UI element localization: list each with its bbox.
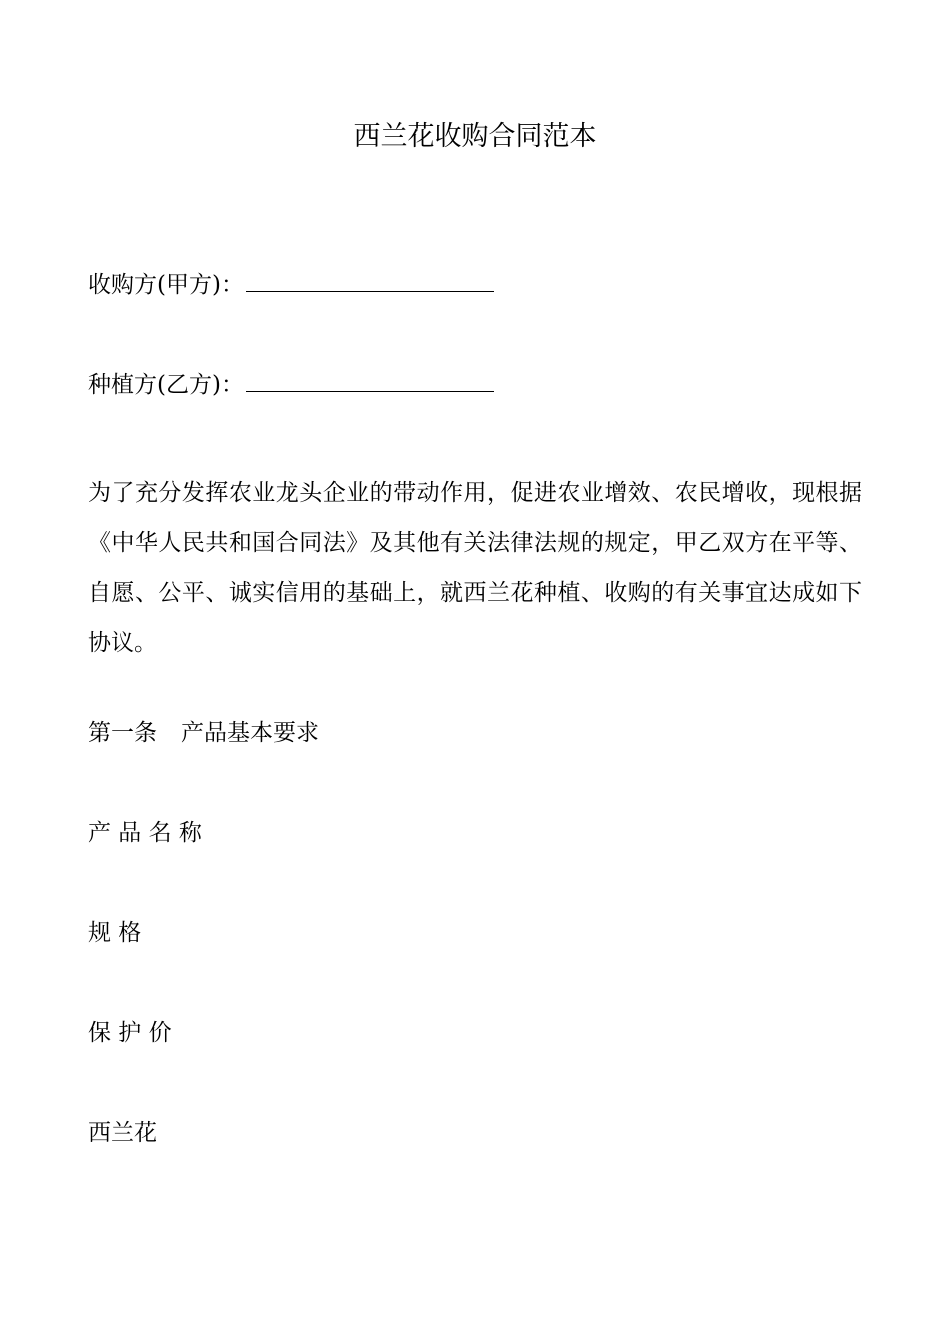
party-a-blank <box>246 269 494 292</box>
field-product-name: 产 品 名 称 <box>88 820 202 846</box>
party-a-label: 收购方(甲方)： <box>88 272 244 298</box>
party-a-line <box>88 268 494 302</box>
product-item: 西兰花 <box>88 1120 157 1146</box>
party-b-line <box>88 368 494 402</box>
party-b-blank <box>246 369 494 392</box>
article-1-heading <box>88 716 319 750</box>
document-title: 西兰花收购合同范本 <box>353 121 597 152</box>
field-spec: 规 格 <box>88 920 142 946</box>
party-b-label: 种植方(乙方)： <box>88 372 244 398</box>
field-protect-price: 保 护 价 <box>88 1020 172 1046</box>
article-1-number: 第一条 <box>88 720 157 746</box>
intro-paragraph: 为了充分发挥农业龙头企业的带动作用，促进农业增效、农民增收，现根据《中华人民共和国合同法》及其他有关法律法规的规定，甲乙双方在平等、自愿、公平、诚实信用的基础上，就西兰花种植、收购的有关事宜达成如下协议。 <box>88 480 862 656</box>
article-1-title: 产品基本要求 <box>181 720 319 746</box>
